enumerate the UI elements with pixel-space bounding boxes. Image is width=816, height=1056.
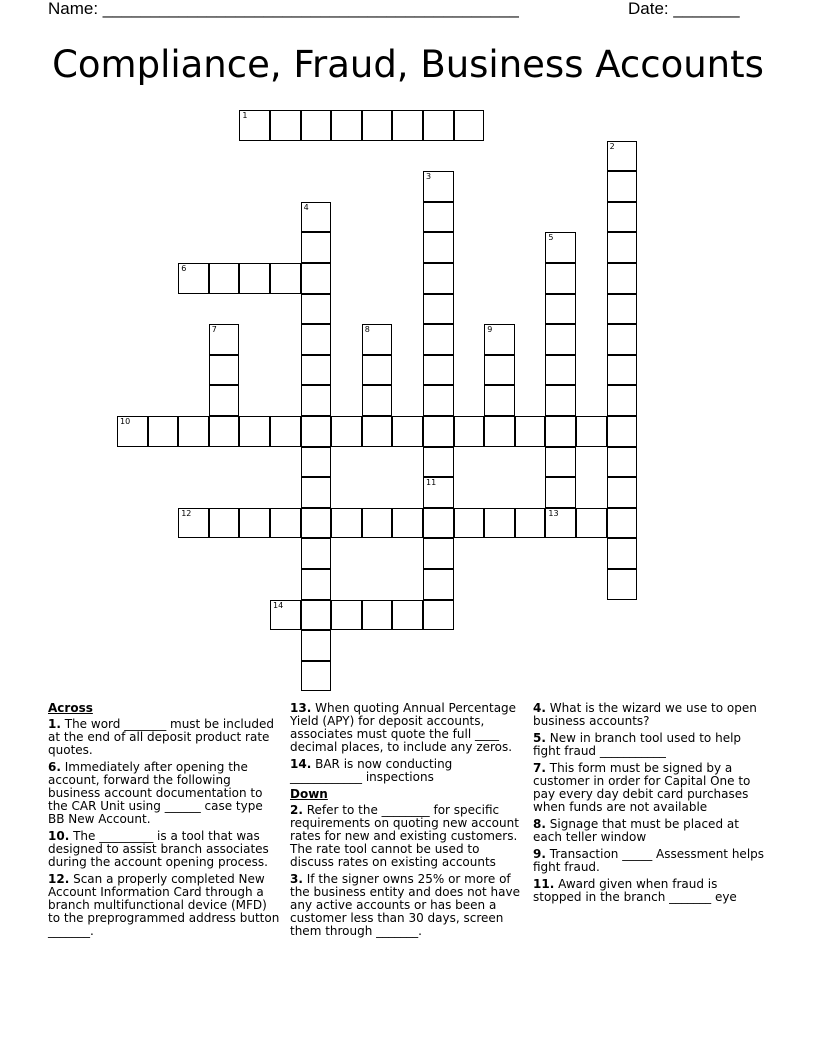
grid-cell[interactable] [301, 508, 332, 539]
grid-cell[interactable] [484, 416, 515, 447]
grid-cell[interactable] [607, 263, 638, 294]
grid-cell[interactable] [392, 416, 423, 447]
grid-cell[interactable] [607, 232, 638, 263]
cell-clue-number: 6 [181, 264, 187, 273]
clue-number: 4. [533, 701, 546, 715]
cell-clue-number: 10 [120, 417, 131, 426]
clue-text: BAR is now conducting ____________ inspections [290, 757, 453, 784]
grid-cell[interactable] [576, 416, 607, 447]
grid-cell[interactable] [362, 110, 393, 141]
clue-number: 8. [533, 817, 546, 831]
clue-text: The word _______ must be included at the end of all deposit product rate quotes. [48, 717, 274, 757]
grid-cell[interactable] [607, 294, 638, 325]
name-field-label: Name: ____________________________________________ [48, 0, 519, 18]
grid-cell[interactable] [209, 508, 240, 539]
grid-cell[interactable] [270, 110, 301, 141]
grid-cell[interactable] [484, 508, 515, 539]
grid-cell[interactable] [423, 324, 454, 355]
grid-cell[interactable] [423, 569, 454, 600]
grid-cell[interactable] [607, 171, 638, 202]
clue-number: 11. [533, 877, 555, 891]
cell-clue-number: 11 [426, 478, 437, 488]
grid-cell[interactable] [301, 538, 332, 569]
grid-cell[interactable] [301, 661, 332, 692]
grid-cell[interactable] [607, 202, 638, 233]
grid-cell[interactable] [545, 232, 576, 263]
grid-cell[interactable] [484, 385, 515, 416]
grid-cell[interactable] [423, 385, 454, 416]
across-heading: Across [48, 701, 93, 715]
grid-cell[interactable] [270, 416, 301, 447]
grid-cell[interactable] [607, 447, 638, 478]
grid-cell[interactable] [209, 355, 240, 386]
grid-cell[interactable] [515, 416, 546, 447]
grid-cell[interactable] [392, 508, 423, 539]
grid-cell[interactable] [454, 110, 485, 141]
grid-cell[interactable] [331, 600, 362, 631]
grid-cell[interactable] [178, 263, 209, 294]
clue-column-1 [48, 702, 281, 942]
clue-text: This form must be signed by a customer in order for Capital One to pay every day debit card purchases when funds are not available [533, 761, 751, 814]
clue-number: 14. [290, 757, 312, 771]
date-field-label: Date: _______ [628, 0, 740, 18]
clue-across-13 [290, 702, 523, 754]
clue-text: If the signer owns 25% or more of the business entity and does not have any active accounts or has been a customer less than 30 days, screen them through _______. [290, 872, 520, 938]
grid-cell[interactable] [392, 600, 423, 631]
grid-cell[interactable] [301, 416, 332, 447]
grid-cell[interactable] [148, 416, 179, 447]
grid-cell[interactable] [423, 294, 454, 325]
clue-number: 1. [48, 717, 61, 731]
grid-cell[interactable] [607, 355, 638, 386]
cell-clue-number: 2 [609, 141, 615, 151]
grid-cell[interactable] [545, 324, 576, 355]
grid-cell[interactable] [607, 324, 638, 355]
grid-cell[interactable] [178, 416, 209, 447]
grid-cell[interactable] [301, 630, 332, 661]
clue-down-3 [290, 873, 523, 938]
clue-number: 6. [48, 760, 61, 774]
cell-clue-number: 3 [426, 172, 432, 182]
grid-cell[interactable] [239, 416, 270, 447]
grid-cell[interactable] [545, 385, 576, 416]
grid-cell[interactable] [423, 477, 454, 508]
grid-cell[interactable] [239, 508, 270, 539]
cell-clue-number: 1 [242, 111, 248, 120]
clue-text: The _________ is a tool that was designed to assist branch associates during the account opening process. [48, 829, 269, 869]
clue-text: Signage that must be placed at each teller window [533, 817, 739, 844]
grid-cell[interactable] [209, 385, 240, 416]
grid-cell[interactable] [362, 600, 393, 631]
clue-across-1 [48, 718, 281, 757]
clue-down-2 [290, 804, 523, 869]
grid-cell[interactable] [362, 416, 393, 447]
grid-cell[interactable] [301, 477, 332, 508]
grid-cell[interactable] [270, 600, 301, 631]
grid-cell[interactable] [423, 232, 454, 263]
clue-number: 10. [48, 829, 70, 843]
grid-cell[interactable] [545, 477, 576, 508]
grid-cell[interactable] [362, 324, 393, 355]
clue-down-9 [533, 848, 766, 874]
cell-clue-number: 9 [487, 325, 493, 335]
grid-cell[interactable] [301, 569, 332, 600]
clue-number: 13. [290, 701, 312, 715]
grid-cell[interactable] [331, 508, 362, 539]
clue-number: 2. [290, 803, 303, 817]
grid-cell[interactable] [178, 508, 209, 539]
clue-number: 3. [290, 872, 303, 886]
clue-down-8 [533, 818, 766, 844]
grid-cell[interactable] [607, 477, 638, 508]
cell-clue-number: 8 [364, 325, 370, 335]
clue-across-12 [48, 873, 281, 938]
grid-cell[interactable] [484, 355, 515, 386]
clue-down-11 [533, 878, 766, 904]
grid-cell[interactable] [301, 202, 332, 233]
grid-cell[interactable] [301, 324, 332, 355]
grid-cell[interactable] [301, 110, 332, 141]
grid-cell[interactable] [607, 538, 638, 569]
grid-cell[interactable] [515, 508, 546, 539]
clue-text: Transaction _____ Assessment helps fight fraud. [533, 847, 765, 874]
grid-cell[interactable] [301, 385, 332, 416]
grid-cell[interactable] [362, 355, 393, 386]
clue-across-10 [48, 830, 281, 869]
down-heading: Down [290, 787, 328, 801]
grid-cell[interactable] [301, 294, 332, 325]
grid-cell[interactable] [301, 600, 332, 631]
grid-cell[interactable] [423, 508, 454, 539]
grid-cell[interactable] [545, 263, 576, 294]
grid-cell[interactable] [545, 508, 576, 539]
grid-cell[interactable] [362, 385, 393, 416]
grid-cell[interactable] [423, 538, 454, 569]
grid-cell[interactable] [484, 324, 515, 355]
clue-down-5 [533, 732, 766, 758]
grid-cell[interactable] [545, 447, 576, 478]
grid-cell[interactable] [301, 263, 332, 294]
grid-cell[interactable] [423, 447, 454, 478]
clue-across-14 [290, 758, 523, 784]
puzzle-title: Compliance, Fraud, Business Accounts [52, 43, 764, 86]
clue-text: What is the wizard we use to open business accounts? [533, 701, 757, 728]
grid-cell[interactable] [607, 141, 638, 172]
grid-cell[interactable] [331, 110, 362, 141]
clue-number: 7. [533, 761, 546, 775]
cell-clue-number: 7 [211, 325, 217, 335]
grid-cell[interactable] [423, 171, 454, 202]
grid-cell[interactable] [423, 263, 454, 294]
grid-cell[interactable] [209, 416, 240, 447]
clue-column-3 [533, 702, 766, 908]
grid-cell[interactable] [545, 416, 576, 447]
clue-column-2 [290, 702, 523, 942]
cell-clue-number: 5 [548, 233, 554, 243]
clue-number: 5. [533, 731, 546, 745]
clue-text: Award given when fraud is stopped in the branch _______ eye [533, 877, 737, 904]
clue-text: Scan a properly completed New Account Information Card through a branch multifunctional device (MFD) to the preprogrammed address button _______. [48, 872, 280, 938]
clue-text: New in branch tool used to help fight fraud ___________ [533, 731, 742, 758]
clue-text: When quoting Annual Percentage Yield (APY) for deposit accounts, associates must quote the full ____ decimal places, to include any zeros. [290, 701, 517, 754]
grid-cell[interactable] [331, 416, 362, 447]
grid-cell[interactable] [423, 202, 454, 233]
grid-cell[interactable] [301, 447, 332, 478]
clue-text: Refer to the ________ for specific requirements on quoting new account rates for new and existing customers. The rate tool cannot be used to discuss rates on existing accounts [290, 803, 519, 869]
grid-cell[interactable] [454, 416, 485, 447]
clue-across-6 [48, 761, 281, 826]
grid-cell[interactable] [607, 416, 638, 447]
grid-cell[interactable] [117, 416, 148, 447]
grid-cell[interactable] [270, 508, 301, 539]
grid-cell[interactable] [545, 355, 576, 386]
grid-cell[interactable] [423, 110, 454, 141]
grid-cell[interactable] [209, 263, 240, 294]
grid-cell[interactable] [576, 508, 607, 539]
grid-cell[interactable] [239, 263, 270, 294]
grid-cell[interactable] [423, 416, 454, 447]
cell-clue-number: 13 [548, 508, 559, 518]
grid-cell[interactable] [545, 294, 576, 325]
clue-number: 12. [48, 872, 70, 886]
cell-clue-number: 4 [303, 202, 309, 212]
cell-clue-number: 14 [273, 600, 284, 610]
grid-cell[interactable] [362, 508, 393, 539]
cell-clue-number: 12 [181, 508, 192, 518]
grid-cell[interactable] [607, 569, 638, 600]
grid-cell[interactable] [454, 508, 485, 539]
grid-cell[interactable] [209, 324, 240, 355]
clue-number: 9. [533, 847, 546, 861]
grid-cell[interactable] [239, 110, 270, 141]
grid-cell[interactable] [607, 508, 638, 539]
grid-cell[interactable] [392, 110, 423, 141]
grid-cell[interactable] [270, 263, 301, 294]
grid-cell[interactable] [423, 355, 454, 386]
grid-cell[interactable] [301, 355, 332, 386]
clue-down-4 [533, 702, 766, 728]
clue-down-7 [533, 762, 766, 814]
grid-cell[interactable] [423, 600, 454, 631]
clue-text: Immediately after opening the account, forward the following business account documentation to the CAR Unit using ______ case type BB New Account. [48, 760, 263, 826]
grid-cell[interactable] [301, 232, 332, 263]
grid-cell[interactable] [607, 385, 638, 416]
